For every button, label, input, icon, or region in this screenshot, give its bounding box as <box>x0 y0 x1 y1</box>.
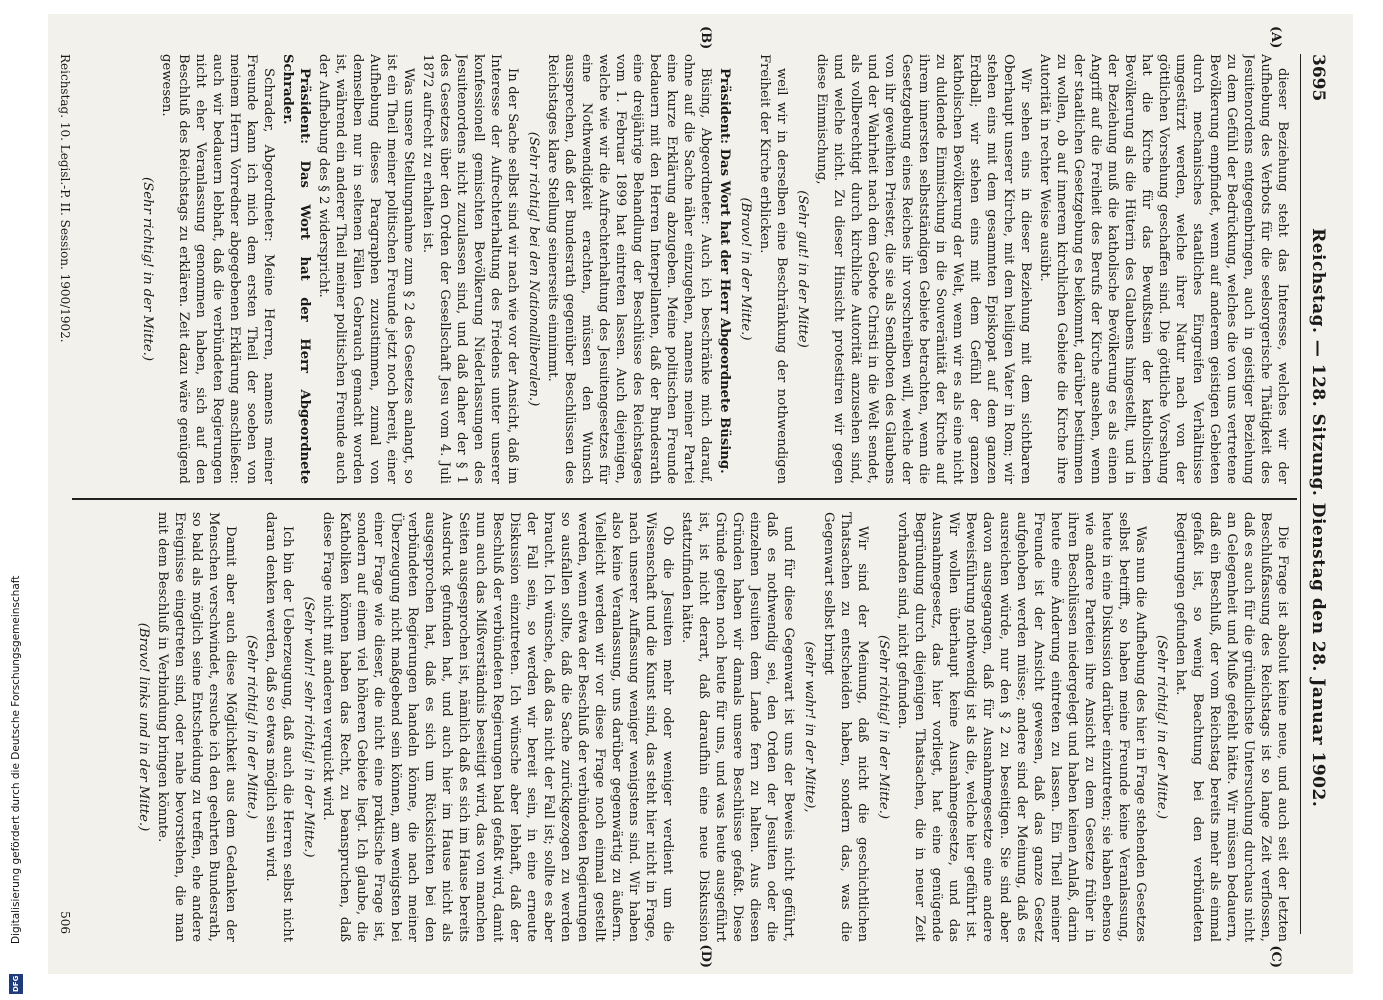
left-column <box>78 54 1291 484</box>
paragraph: dieser Beziehung steht das Interesse, welches wir der Aufhebung des Verbots für die seelsorgerische Thätigkeit des Jesuitenordens entgegenbringen, auch in geistiger Beziehung zu dem Gefühl der Bedrückung, welches die von uns vertretene Bevölkerung empfindet, wenn auf anderem geistigen Gebieten durch mechanisches staatliches Eingreifen Verhältnisse umgestürzt werden, welche ihrer Natur nach von der göttlichen Vorsehung geschaffen sind. Die göttliche Vorsehung hat die Kirche für das Bewußtsein der katholischen Bevölkerung als die Hüterin des Glaubens hingestellt, und in der Beziehung muß die katholische Bevölkerung es als einen Angriff auf die Freiheit des Berufs der Kirche ansehen, wenn der staatlichen Gesetzgebung es beikommt, darüber bestimmen zu wollen, ob auf innerem kirchlichen Gebiete die Kirche ihre Autorität in rechter Weise ausübt. <box>1037 54 1290 484</box>
paragraph: Damit aber auch diese Möglichkeit aus dem Gedanken der Menschen verschwindet, ersuche ich den geehrten Bundesrath, so bald als möglich seine Entscheidung zu treffen, ehe andere Ereignisse eingetreten sind, oder nahe bevorstehen, die man mit dem Beschluß in Verbindung bringen könnte. <box>155 512 238 942</box>
interjection-note: (Sehr richtig! bei den Nationalliberalen.) <box>526 131 541 407</box>
interjection-note: (Sehr richtig! in der Mitte.) <box>244 635 259 819</box>
speaker-announcement: Präsident: Das Wort hat der Herr Abgeordnete Schrader. <box>280 54 312 484</box>
interjection-note: (Sehr richtig! in der Mitte.) <box>876 635 891 819</box>
paragraph: Büsing, Abgeordneter: Auch ich beschränke mich darauf, ohne auf die Sache näher einzugehen, namens meiner Partei eine kurze Erklärung abzugeben. Meine politischen Freunde bedauern mit den Herren Interpellanten, daß der Bundesrath eine dreijährige Behandlung der Beschlüsse des Reichstages vom 1. Februar 1899 hat eintreten lassen. Auch diejenigen, welche wie wir die Aufrechterhaltung des Jesuitengesetzes für eine Nothwendigkeit erachten, müssen den Wunsch aussprechen, daß der Bundesrath gegenüber Beschlüssen des Reichstages klare Stellung seinerseits einnimmt. <box>545 54 713 484</box>
paragraph: Ich bin der Ueberzeugung, daß auch die Herren selbst nicht daran denken werden, daß so etwas möglich sein wird. <box>263 512 295 942</box>
paragraph: Schrader, Abgeordneter: Meine Herren, namens meiner Freunde kann ich mich dem ersten Theil der soeben von meinem Herrn Vorredner abgegebenen Erklärung anschließen: auch wir bedauern lebhaft, daß die verbündeten Regierungen nicht eher Veranlassung genommen haben, sich auf den Beschluß des Reichstags zu erklären. Zeit dazu wäre genügend gewesen. <box>159 54 276 484</box>
interjection-note: (Bravo! in der Mitte.) <box>738 197 753 341</box>
interjection-note: (Sehr richtig! in der Mitte.) <box>1154 635 1169 819</box>
paragraph: weil wir in derselben eine Beschränkung der nothwendigen Freiheit der Kirche erblicken. <box>757 54 789 484</box>
paragraph: Die Frage ist absolut keine neue, und auch seit der letzten Beschlußfassung des Reichstags ist so lange Zeit verflossen, daß es auch für die gründlichste Untersuchung durchaus nicht an Gelegenheit und Muße gefehlt hätte. Wir müssen bedauern, daß ein Beschluß, der vom Reichstag bereits mehr als einmal gefaßt ist, so wenig Beachtung bei den verbündeten Regierungen gefunden hat. <box>1173 512 1290 942</box>
paragraph: Ob die Jesuiten mehr oder weniger verdient um die Wissenschaft und die Kunst sind, das steht hier nicht in Frage, nach unserer Auffassung weniger wenigstens sind. Wir haben also keine Veranlassung, uns darüber gegenwärtig zu äußern. Vielleicht werden wir vor diese Frage noch einmal gestellt werden, wenn etwa der Beschluß der verbündeten Regierungen so ausfallen sollte, daß die Sache zurückgezogen zu werden braucht. Ich wünsche, daß das nicht der Fall ist; sollte es aber der Fall sein, so werden wir bereit sein, in eine erneute Diskussion einzutreten. Ich wünsche aber lebhaft, daß der Beschluß der verbündeten Regierungen bald gefaßt wird, damit nun auch das Mißverständnis beseitigt wird, das von manchen Seiten ausgesprochen ist, nämlich daß es sich im Hause bereits Ausdruck gefunden hat, und auch hier im Hause nicht als ausgesprochen hat, daß es sich um Rücksichten bei den verbündeten Regierungen handeln könne, die nach meiner Überzeugung nicht maßgebend sein können, am wenigsten bei einer Frage wie dieser, die nicht eine praktische Frage ist, sondern auf einem viel höheren Gebiete liegt. Ich glaube, die Katholiken können haben das Recht, zu beanspruchen, daß diese Frage nicht mit anderen verquickt wird. <box>320 512 675 942</box>
header-page-number: 3695 <box>1308 54 1328 102</box>
paragraph: und für diese Gegenwart ist uns der Beweis nicht geführt, daß es nothwendig sei, den Orden der Jesuiten oder die einzelnen Jesuiten dem Lande fern zu halten. Aus diesen Gründen haben wir damals unsere Beschlüsse gefaßt. Diese Gründe gelten noch heute für uns, und was heute ausgeführt ist, ist nicht derart, daß daraufhin eine neue Diskussion stattzufinden hätte. <box>679 512 796 942</box>
right-column <box>78 512 1291 942</box>
page-header <box>1300 54 1335 934</box>
paragraph: Was unsere Stellungnahme zum § 2 des Gesetzes anlangt, so ist ein Theil meiner politischen Freunde jetzt noch bereit, einer Aufhebung dieses Paragraphen zuzustimmen, zumal von demselben nur in seltenen Fällen Gebrauch gemacht worden ist, während ein anderer Theil meiner politischen Freunde auch der Aufhebung des § 2 widerspricht. <box>316 54 416 484</box>
footer-page-number: 506 <box>58 911 72 934</box>
margin-letter-b: (B) <box>698 26 713 50</box>
digitization-note: Digitalisierung gefördert durch die Deutsche Forschungsgemeinschaft <box>10 575 22 944</box>
margin-letter-c: (C) <box>1268 945 1283 968</box>
page-footer <box>54 54 72 934</box>
interjection-note: (sehr wahr! in der Mitte), <box>802 641 817 813</box>
scanned-page <box>48 14 1353 974</box>
paragraph: Wir sehen eins in dieser Beziehung mit dem sichtbaren Oberhaupt unserer Kirche, mit dem heiligen Vater in Rom; wir stehen eins mit dem gesammten Episkopat auf dem ganzen Erdball; wir stehen eins mit dem Gefühl der ganzen katholischen Bevölkerung der Welt, wenn wir es als eine nicht zu duldende Einmischung in die Souveränität der Kirche auf ihrem innersten selbstständigen Gebiete betrachten, wenn die Gesetzgebung eines Reiches ihr vorschreiben will, welche der von ihr geweihten Priester, die sie als Sendboten des Glaubens und der Wahrheit nach dem Gebote Christi in die Welt sendet, als vollberechtigt durch kirchliche Autorität anzusehen sind, und welche nicht. Zu dieser Hinsicht protestiren wir gegen diese Einmischung, <box>814 54 1033 484</box>
interjection-note: (Sehr wahr! sehr richtig! in der Mitte.) <box>301 596 316 858</box>
digitization-sidebar <box>6 0 26 1000</box>
page-content <box>48 14 1353 974</box>
dfg-logo: DFG <box>9 974 23 994</box>
margin-letter-d: (D) <box>698 944 713 968</box>
footer-session: Reichstag. 10. Legisl.-P. II. Session. 1900/1902. <box>58 54 72 343</box>
paragraph: Was nun die Aufhebung des hier in Frage stehenden Gesetzes selbst betrifft, so haben meine Freunde keine Veranlassung, heute in eine Diskussion darüber einzutreten; sie haben ebenso wie andere Parteien ihre Ansicht zu dem Gesetze früher in ihren Beschlüssen niedergelegt und haben keinen Anlaß, darin heute eine Änderung eintreten zu lassen. Ein Theil meiner Freunde ist der Ansicht gewesen, daß das ganze Gesetz aufgehoben werden müsse; andere sind der Meinung, daß es ausreichen würde, nur den § 2 zu beseitigen. Sie sind aber davon ausgegangen, daß für Ausnahmegesetze eine andere Beweisführung nothwendig ist als die, welche hier geführt ist. Wir wollen überhaupt keine Ausnahmegesetze, und das Ausnahmegesetz, das hier vorliegt, hat eine genügende Begründung durch diejenigen Thatsachen, die in neuer Zeit vorhanden sind, nicht gefunden. <box>895 512 1148 942</box>
interjection-note: (Sehr richtig! in der Mitte.) <box>140 177 155 361</box>
interjection-note: (Bravo! links und in der Mitte.) <box>136 622 151 832</box>
header-title: Reichstag. — 128. Sitzung. Dienstag den 28. Januar 1902. <box>1308 228 1328 808</box>
interjection-note: (Sehr gut! in der Mitte) <box>795 190 810 348</box>
paragraph: In der Sache selbst sind wir nach wie vor der Ansicht, daß im Interesse der Aufrechterhaltung des Friedens unter unserer konfessionell gemischten Bevölkerung Niederlassungen des Jesuitenordens nicht zuzulassen sind, und daß daher der § 1 des Gesetzes über den Orden der Gesellschaft Jesu vom 4. Juli 1872 aufrecht zu erhalten ist. <box>420 54 520 484</box>
paragraph: Wir sind der Meinung, daß nicht die geschichtlichen Thatsachen zu entscheiden haben, sondern das, was die Gegenwart selbst bringt <box>821 512 870 942</box>
margin-letter-a: (A) <box>1268 26 1283 49</box>
column-divider <box>72 498 1297 500</box>
speaker-announcement: Präsident: Das Wort hat der Herr Abgeordnete Büsing. <box>717 68 732 474</box>
